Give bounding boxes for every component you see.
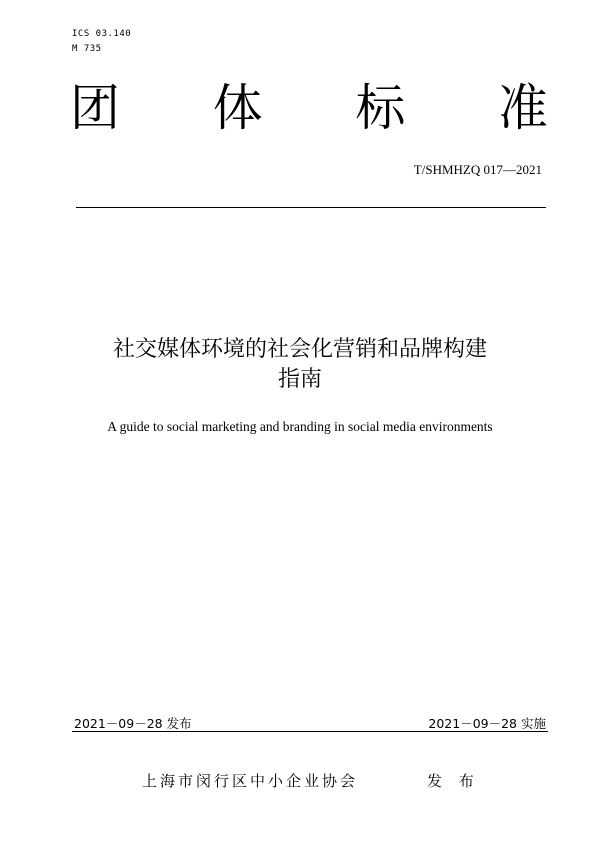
publish-date: 2021－09－28 发布 bbox=[74, 716, 192, 731]
document-title bbox=[0, 335, 600, 395]
ics-code: ICS 03.140 bbox=[72, 29, 132, 39]
english-title: A guide to social marketing and branding in social media environments bbox=[107, 419, 493, 434]
document-type-char-4: 准 bbox=[497, 79, 548, 137]
document-type-char-3: 标 bbox=[355, 79, 406, 137]
issuing-organization: 上海市闵行区中小企业协会 bbox=[142, 772, 359, 790]
implementation-date: 2021－09－28 实施 bbox=[428, 716, 546, 731]
document-type-char-2: 体 bbox=[212, 79, 263, 137]
document-type-heading bbox=[70, 78, 548, 138]
issue-label: 发 布 bbox=[427, 772, 480, 790]
bottom-divider bbox=[72, 731, 548, 732]
document-title-line-1: 社交媒体环境的社会化营销和品牌构建 bbox=[112, 337, 487, 362]
ccs-code: M 735 bbox=[72, 44, 102, 54]
document-title-line-2: 指南 bbox=[277, 367, 322, 392]
top-divider bbox=[76, 207, 546, 208]
standard-number: T/SHMHZQ 017—2021 bbox=[413, 162, 542, 177]
document-type-char-1: 团 bbox=[70, 79, 120, 137]
